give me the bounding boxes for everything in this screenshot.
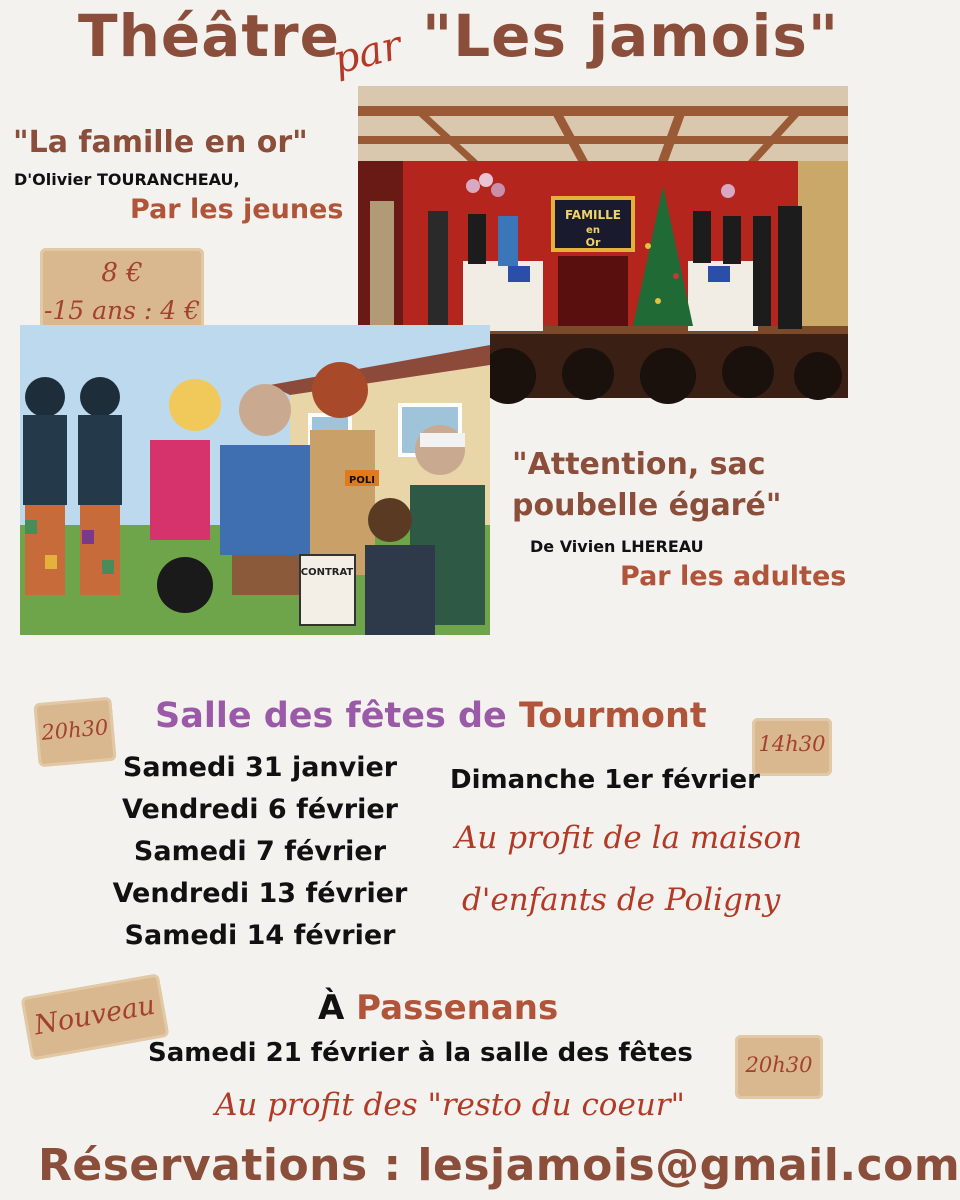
date-item: Vendredi 13 février — [112, 878, 408, 909]
new-badge-label: Nouveau — [31, 989, 158, 1042]
play1-author: D'Olivier TOURANCHEAU, — [14, 170, 240, 189]
title-par: par — [328, 22, 407, 84]
play2-troupe: Par les adultes — [620, 561, 847, 592]
price-adult: 8 € — [101, 258, 143, 288]
date-item: Vendredi 6 février — [122, 794, 398, 825]
reservations-line: Réservations : lesjamois@gmail.com — [38, 1140, 960, 1191]
play1-title: "La famille en or" — [13, 125, 308, 160]
price-child: -15 ans : 4 € — [43, 296, 201, 325]
title-theatre: Théâtre — [78, 2, 340, 70]
play2-title-line1: "Attention, sac — [512, 447, 766, 482]
venue2-benefit: Au profit des "resto du coeur" — [215, 1087, 685, 1123]
time-passenans: 20h30 — [745, 1053, 813, 1077]
time-ticket-passenans — [735, 1035, 823, 1099]
venue1-dates — [95, 752, 425, 962]
time-ticket-afternoon — [752, 718, 832, 776]
time-evening: 20h30 — [40, 715, 110, 745]
venue1-name: Tourmont — [518, 696, 707, 736]
play1-troupe: Par les jeunes — [130, 194, 344, 225]
stage-sign-line3: Or — [585, 236, 601, 249]
play2-title-line2: poubelle égaré" — [512, 488, 782, 523]
title-les-jamois: "Les jamois" — [422, 2, 840, 70]
cartoon-illustration — [20, 325, 490, 635]
venue2-heading — [318, 988, 558, 1028]
venue1-prefix: Salle des fêtes de — [155, 696, 507, 736]
police-badge: POLI — [349, 475, 375, 486]
date-item: Samedi 7 février — [133, 836, 387, 867]
stage-sign-line1: FAMILLE — [564, 208, 622, 222]
contract-sign: CONTRAT — [300, 567, 354, 578]
venue1-heading — [155, 696, 707, 736]
venue2-date: Samedi 21 février à la salle des fêtes — [148, 1038, 693, 1068]
poster-title — [0, 0, 866, 90]
time-afternoon: 14h30 — [758, 732, 826, 756]
play2-author: De Vivien LHEREAU — [530, 537, 704, 556]
stage-sign-line2: en — [586, 225, 600, 236]
date-item: Samedi 14 février — [124, 920, 396, 951]
venue1-benefit-line2: d'enfants de Poligny — [462, 882, 781, 918]
venue2-prefix: À — [318, 988, 345, 1028]
venue1-sunday: Dimanche 1er février — [450, 765, 760, 795]
date-item: Samedi 31 janvier — [122, 752, 398, 783]
venue2-name: Passenans — [356, 988, 559, 1028]
venue1-benefit-line1: Au profit de la maison — [455, 820, 803, 856]
